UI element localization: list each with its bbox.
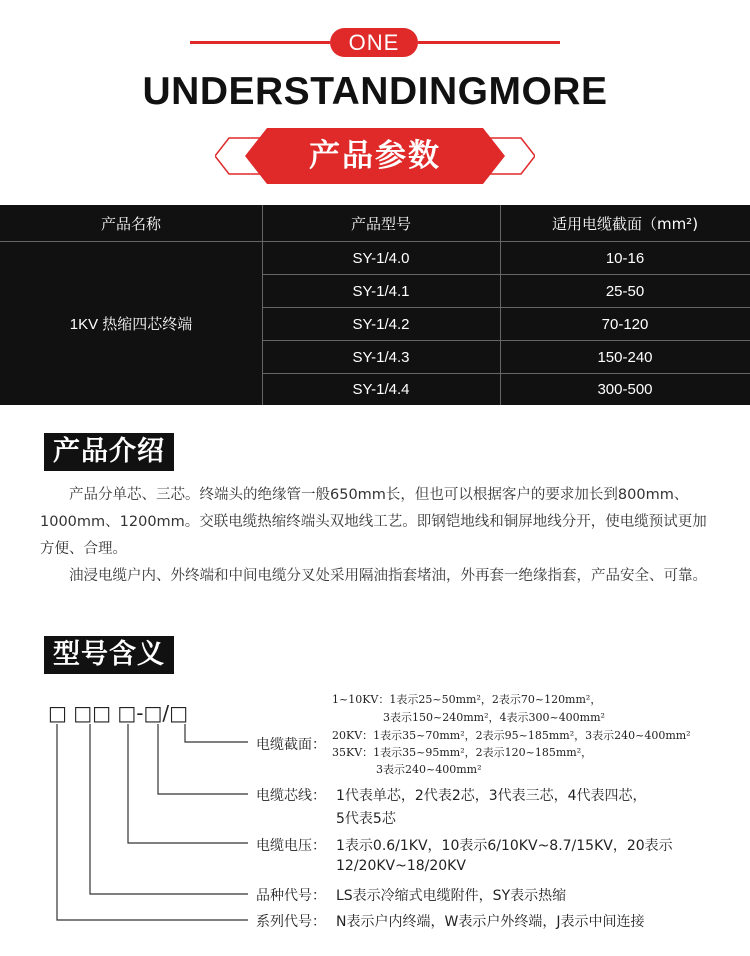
table-row (0, 374, 750, 405)
header-rule-left (190, 41, 330, 44)
table-row (0, 308, 750, 340)
voltage-label: 电缆电压： (256, 838, 326, 854)
intro-paragraph: 产品分单芯、三芯。终端头的绝缘管一般650mm长，但也可以根据客户的要求加长到800mm、1000mm、1200mm。交联电缆热缩终端头双地线工艺。即钢铠地线和铜屏地线分开，使电缆预试更加方便、合理。 (40, 487, 707, 557)
series-text: N表示户内终端，W表示户外终端，J表示中间连接 (336, 914, 645, 930)
header-model: 产品型号 (350, 214, 411, 233)
model-cell: SY-1/4.1 (352, 282, 410, 300)
intro-paragraph: 油浸电缆户内、外终端和中间电缆分叉处采用隔油指套堵油，外再套一绝缘指套，产品安全、可靠。 (69, 568, 707, 584)
table-row (0, 242, 750, 274)
header-section: 适用电缆截面（mm²) (551, 214, 699, 233)
header-rule-right (418, 41, 560, 44)
model-cell: SY-1/4.4 (352, 381, 410, 398)
section-spec-line: 3表示240~400mm² (376, 763, 482, 776)
model-cell: SY-1/4.2 (352, 315, 410, 333)
section-cell: 10-16 (605, 249, 645, 267)
section-cell: 300-500 (597, 381, 653, 398)
header-product-name: 产品名称 (100, 214, 161, 233)
voltage-text: 1表示0.6/1KV，10表示6/10KV~8.7/15KV，20表示 (336, 838, 673, 854)
table-row (0, 275, 750, 307)
core-text: 1代表单芯，2代表2芯，3代表三芯，4代表四芯， (336, 788, 647, 804)
voltage-text: 12/20KV~18/20KV (336, 858, 466, 874)
model-code-boxes: □ □□ □-□/□ (48, 701, 189, 725)
section-cell: 25-50 (605, 282, 645, 300)
variety-text: LS表示冷缩式电缆附件，SY表示热缩 (336, 888, 567, 904)
model-cell: SY-1/4.0 (352, 249, 410, 267)
table-row (0, 341, 750, 373)
section-spec-line: 35KV：1表示35~95mm²，2表示120~185mm²， (332, 746, 593, 759)
section-label: 电缆截面： (256, 737, 326, 753)
one-badge: ONE (330, 28, 418, 57)
product-name-cell: 1KV 热缩四芯终端 (69, 315, 193, 333)
section-cell: 150-240 (597, 348, 653, 366)
section-cell: 70-120 (601, 315, 649, 333)
meaning-section-title: 型号含义 (44, 636, 174, 674)
params-table (0, 205, 750, 405)
section-spec-line: 3表示150~240mm²，4表示300~400mm² (383, 711, 605, 724)
table-header-row (0, 205, 750, 241)
intro-text (40, 482, 720, 590)
section-spec-line: 1~10KV：1表示25~50mm²，2表示70~120mm²， (332, 693, 602, 706)
core-label: 电缆芯线： (256, 788, 326, 804)
section-spec-line: 20KV：1表示35~70mm²，2表示95~185mm²，3表示240~400mm² (332, 729, 691, 742)
model-diagram (0, 680, 750, 956)
variety-label: 品种代号： (256, 888, 326, 904)
page-title: UNDERSTANDINGMORE (142, 70, 608, 113)
series-label: 系列代号： (256, 914, 326, 930)
intro-section-title: 产品介绍 (44, 433, 174, 471)
banner-title: 产品参数 (309, 138, 441, 174)
core-text: 5代表5芯 (336, 811, 396, 827)
model-cell: SY-1/4.3 (352, 348, 410, 366)
params-banner (215, 128, 535, 184)
